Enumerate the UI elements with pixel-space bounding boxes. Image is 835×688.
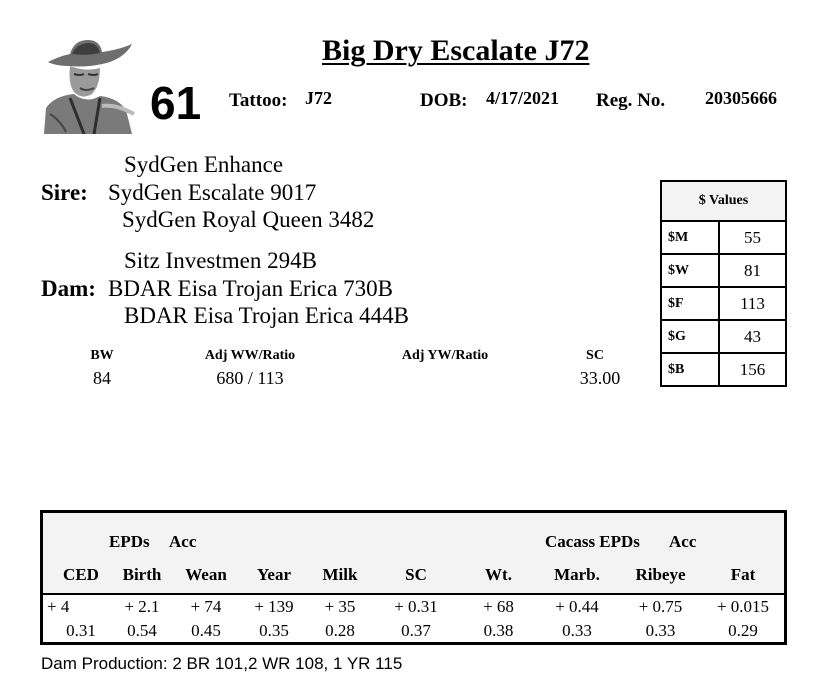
epd-col-header: CED	[63, 565, 99, 584]
dollar-value: 81	[719, 254, 786, 287]
epd-value: + 0.75	[638, 597, 683, 616]
epd-col-header: Milk	[322, 565, 358, 584]
acc-value: 0.35	[259, 621, 289, 640]
sire-sire: SydGen Enhance	[124, 152, 284, 177]
adj-ww-value: 680 / 113	[216, 368, 284, 388]
epd-col-header: SC	[405, 565, 427, 584]
epd-col-header: Year	[257, 565, 291, 584]
acc-value: 0.33	[645, 621, 676, 640]
sire-label: Sire:	[41, 180, 88, 205]
dollar-row	[661, 287, 786, 320]
dollar-row	[661, 320, 786, 353]
bw-header: BW	[90, 348, 114, 363]
dollar-value: 43	[719, 320, 786, 353]
lot-number: 61	[150, 77, 202, 129]
sire-name: SydGen Escalate 9017	[108, 180, 317, 205]
dollar-row	[661, 221, 786, 254]
dollar-value: 113	[719, 287, 786, 320]
dob-value: 4/17/2021	[486, 88, 560, 108]
dollar-label: $M	[661, 221, 719, 254]
dob-label: DOB:	[420, 90, 468, 111]
bw-value: 84	[93, 368, 111, 388]
epd-value: + 4	[47, 597, 70, 616]
animal-name-title: Big Dry Escalate J72	[322, 34, 590, 67]
dam-sire: Sitz Investmen 294B	[124, 248, 317, 273]
epd-divider	[43, 593, 784, 595]
adj-ww-header: Adj WW/Ratio	[204, 348, 296, 363]
epd-value: + 74	[190, 597, 222, 616]
dollar-values-table	[660, 180, 787, 387]
epd-value: + 0.015	[716, 597, 770, 616]
epd-col-header: Fat	[730, 565, 756, 584]
epds-acc-label: Acc	[169, 532, 197, 551]
cowboy-logo-image	[40, 34, 136, 134]
epd-col-header: Marb.	[554, 565, 600, 584]
dollar-label: $W	[661, 254, 719, 287]
dollar-row	[661, 254, 786, 287]
acc-value: 0.29	[728, 621, 758, 640]
epd-col-header: Wt.	[485, 565, 512, 584]
dam-production-text: Dam Production: 2 BR 101,2 WR 108, 1 YR 115	[41, 654, 403, 673]
sc-header: SC	[586, 348, 604, 363]
sc-value: 33.00	[579, 368, 621, 388]
acc-value: 0.45	[191, 621, 221, 640]
dam-name: BDAR Eisa Trojan Erica 730B	[108, 276, 393, 301]
dollar-row	[661, 353, 786, 386]
carcass-epds-group-label: Cacass EPDs	[545, 532, 640, 551]
epd-col-header: Wean	[185, 565, 227, 584]
epd-col-header: Birth	[122, 565, 162, 584]
dollar-values-title: $ Values	[661, 181, 786, 221]
reg-no-label: Reg. No.	[596, 90, 666, 111]
epd-value: + 35	[324, 597, 356, 616]
epd-table	[40, 510, 787, 645]
acc-value: 0.38	[483, 621, 514, 640]
dam-dam: BDAR Eisa Trojan Erica 444B	[124, 303, 409, 328]
reg-no-value: 20305666	[705, 88, 777, 108]
carcass-acc-label: Acc	[669, 532, 697, 551]
acc-value: 0.37	[401, 621, 431, 640]
epd-value: + 0.44	[555, 597, 599, 616]
adj-yw-header: Adj YW/Ratio	[401, 348, 489, 363]
dollar-value: 55	[719, 221, 786, 254]
dam-label: Dam:	[41, 276, 96, 301]
dollar-label: $B	[661, 353, 719, 386]
epds-group-label: EPDs	[109, 532, 150, 551]
epd-value: + 0.31	[394, 597, 438, 616]
epd-col-header: Ribeye	[635, 565, 686, 584]
epd-value: + 139	[254, 597, 294, 616]
epd-value: + 68	[483, 597, 514, 616]
tattoo-label: Tattoo:	[229, 90, 288, 111]
dollar-label: $F	[661, 287, 719, 320]
dollar-value: 156	[719, 353, 786, 386]
acc-value: 0.54	[127, 621, 157, 640]
sire-dam: SydGen Royal Queen 3482	[122, 207, 375, 232]
acc-value: 0.33	[562, 621, 592, 640]
acc-value: 0.31	[66, 621, 96, 640]
epd-value: + 2.1	[124, 597, 160, 616]
acc-value: 0.28	[325, 621, 355, 640]
dollar-label: $G	[661, 320, 719, 353]
tattoo-value: J72	[305, 88, 332, 108]
